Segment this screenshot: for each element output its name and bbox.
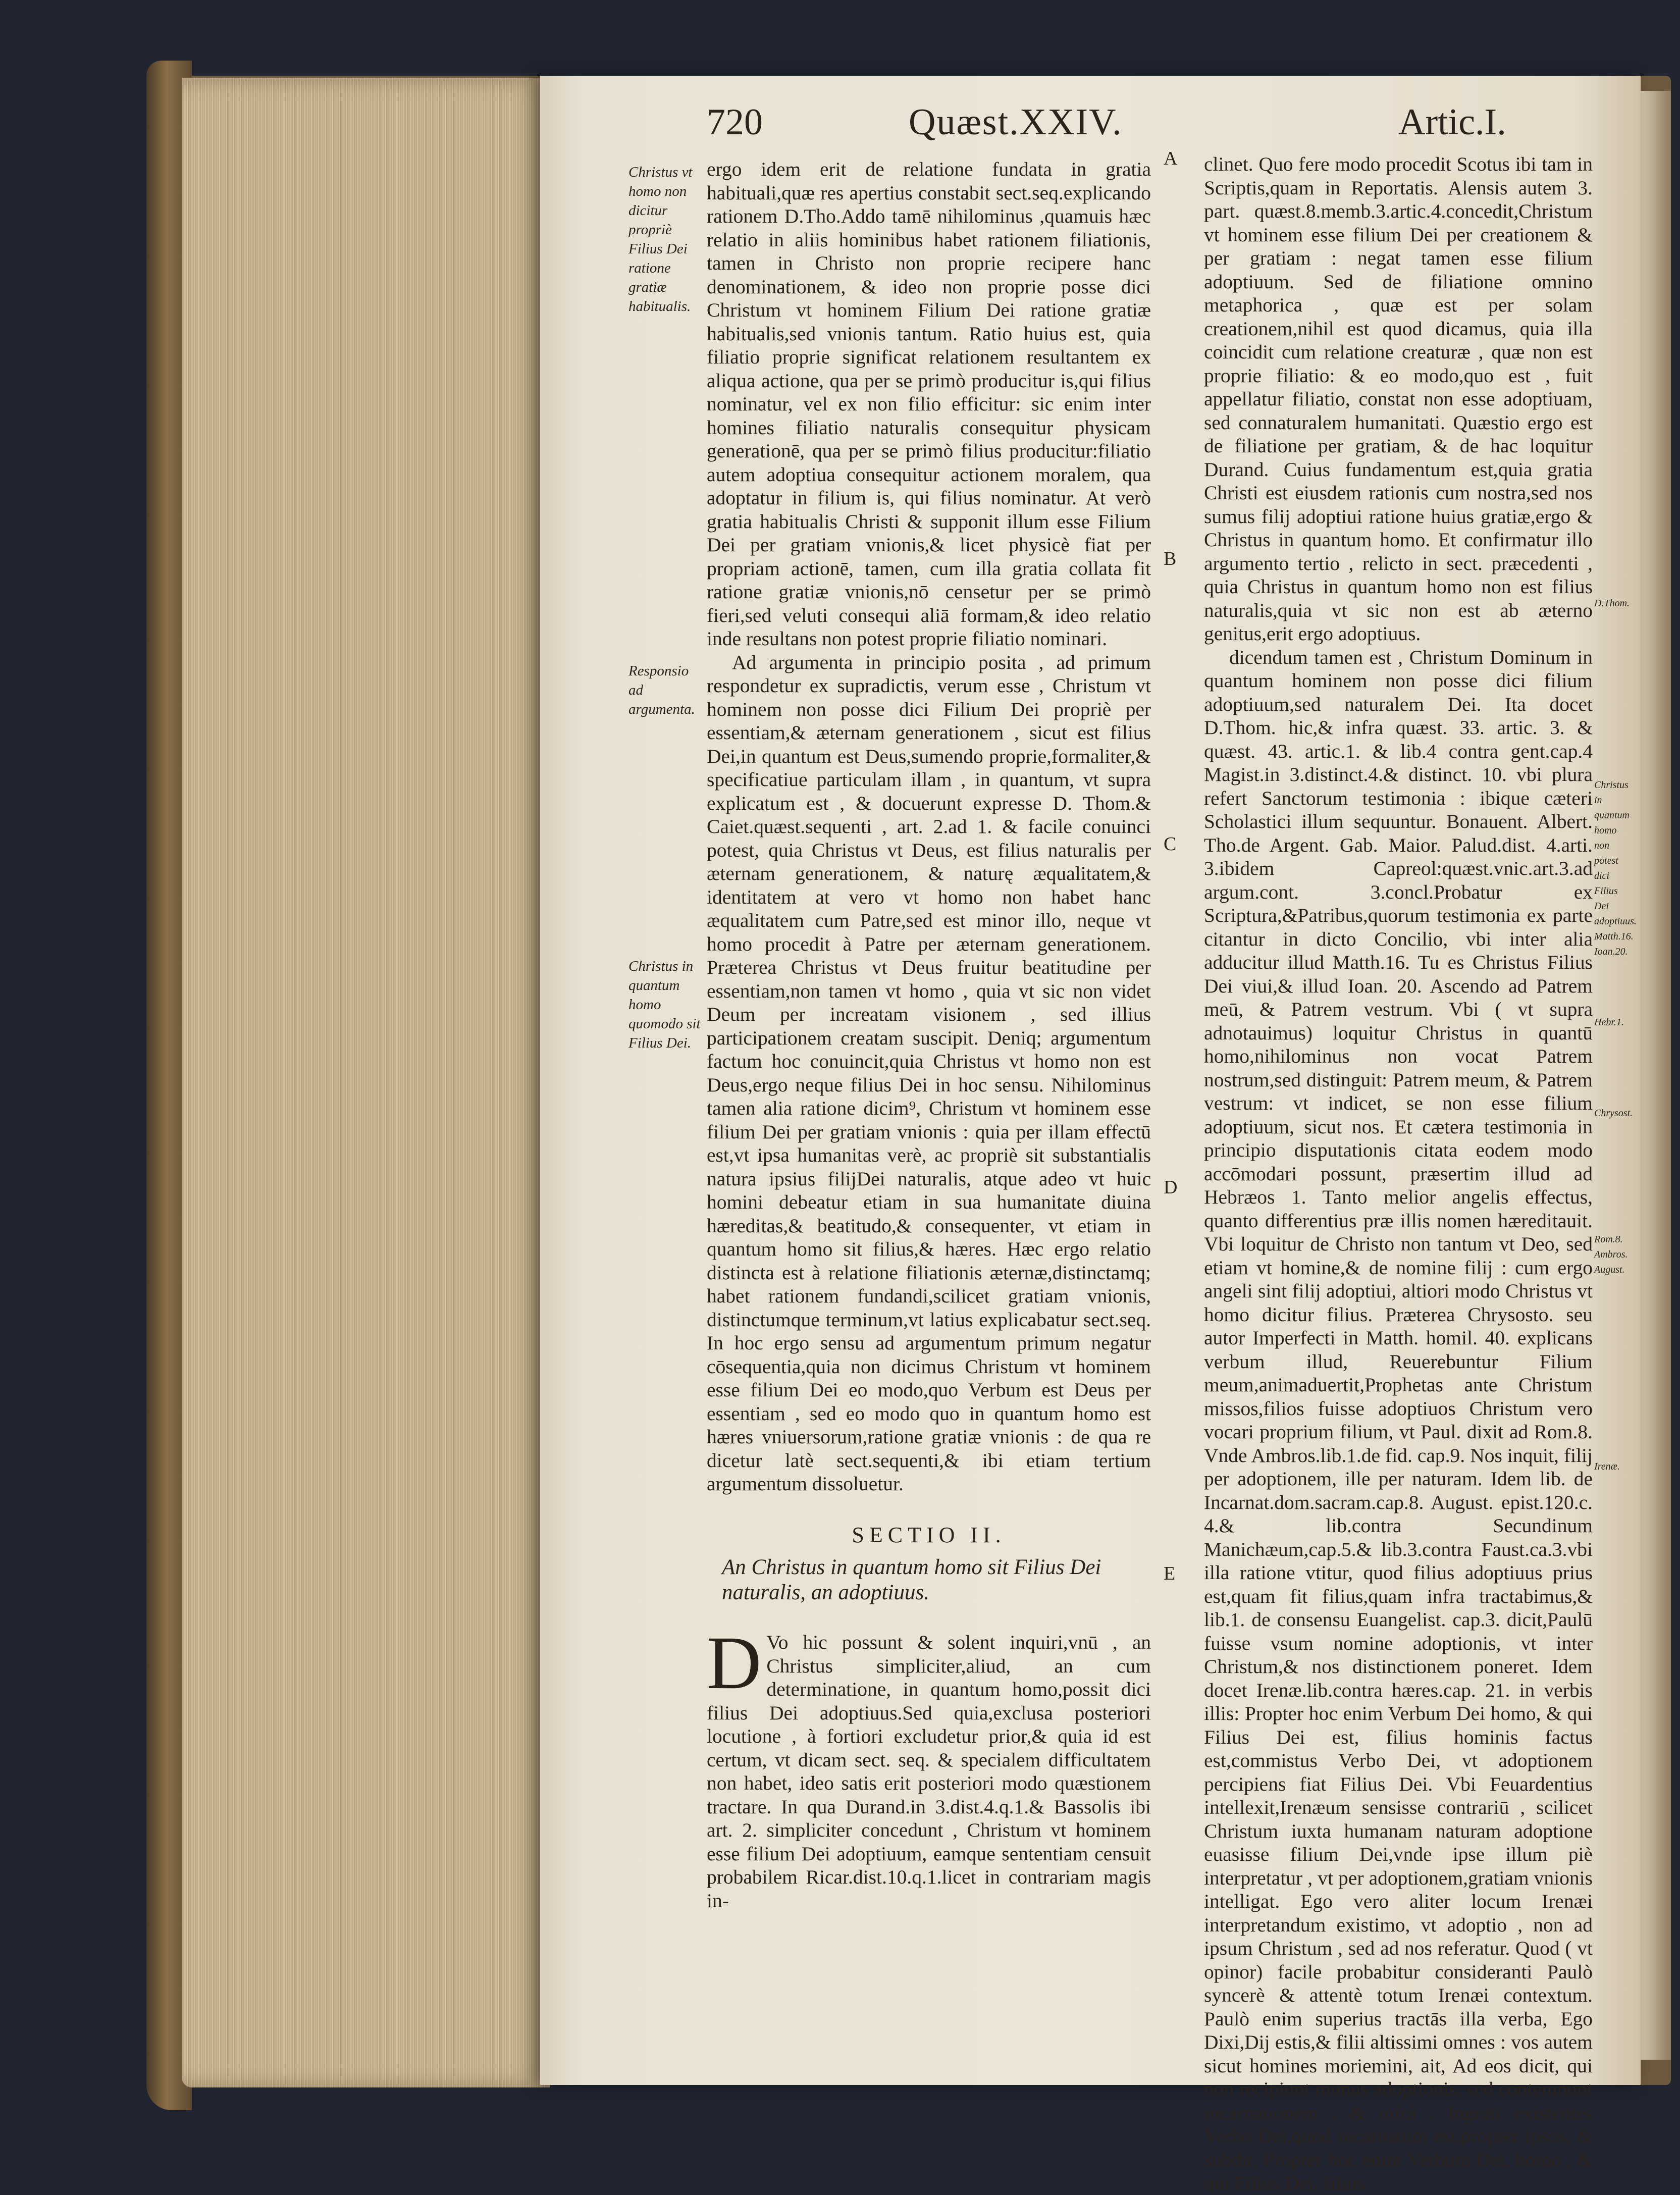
section-body xyxy=(707,1621,1151,1912)
paragraph: Vo hic possunt & solent inquiri,vnū , an Christus simpliciter,aliud, an cum determinatione, in quantum homo,possit dici filius Dei adoptiuus.Sed quia,exclusa posteriori locutione , à fortiori excludetur prior,& quia id est certum, vt dicam sect. seq. & specialem difficultatem non habet, ideo satis erit posteriori modo quæstionem tractare. In qua Durand.in 3.dist.4.q.1.& Bassolis ibi art. 2. simpliciter concedunt , Christum vt hominem esse filium Dei adoptiuum, eamque sententiam censuit probabilem Ricar.dist.10.q.1.licet in contrariam magis in- xyxy=(707,1631,1151,1912)
side-note-left: Christus in quantum homo quomodo sit Filius Dei. xyxy=(628,958,701,1051)
paragraph: clinet. Quo fere modo procedit Scotus ibi tam in Scriptis,quam in Reportatis. Alensis autem 3. part. quæst.8.memb.3.artic.4.concedit,Christum vt hominem esse filium Dei per creationem & per gratiam : negat tamen esse filium adoptiuum. Sed de filiatione omnino metaphorica , quæ est per solam creationem,nihil est quod dicamus, quia illa coincidit cum relatione creaturæ , quæ non est proprie filiatio: & eo modo,quo est , fuit appellatur filiatio, constat non esse adoptiuam, sed connaturalem humanitati. Quæstio ergo est de filiatione per gratiam, & de hac loquitur Durand. Cuius fundamentum est,quia gratia Christi est eiusdem rationis cum nostra,sed nos sumus filij adoptiui ratione huius gratiæ,ergo & Christus in quantum homo. Et confirmatur illo argumento tertio , relicto in sect. præcedenti , quia Christus in quantum homo non est filius naturalis,quia vt sic non est ab æterno genitus,erit ergo adoptiuus. xyxy=(1204,153,1593,645)
side-note-right: Christus in quantum homo non potest dici Filius Dei adoptiuus. Matth.16. Ioan.20. xyxy=(1594,779,1637,957)
side-note-right: Hebr.1. xyxy=(1594,1017,1624,1028)
margin-letter: E xyxy=(1164,1563,1176,1584)
drop-cap: D xyxy=(707,1621,762,1705)
left-column xyxy=(707,158,1151,1496)
side-note-right: D.Thom. xyxy=(1594,598,1630,609)
side-note-left: Christus vt homo non dicitur propriè Filius Dei ratione gratiæ habitualis. xyxy=(628,164,693,315)
paragraph: Ad argumenta in principio posita , ad primum respondetur ex supradictis, verum esse , Christum vt hominem non posse dici Filium Dei propriè per essentiam,& æternam generationem , sicut est filius Dei,in quantum est Deus,sumendo proprie,formaliter,& specificatiue particulam illam , in quantum, vt supra explicatum est , & docuerunt expresse D. Thom.& Caiet.quæst.sequenti , art. 2.ad 1. & facile conuinci potest, quia Christus vt Deus, est filius naturalis per æternam generationem, & naturę æqualitatem,& identitatem at vero vt homo non habet hanc æqualitatem cum Patre,sed est minor illo, neque vt homo procedit à Patre per æternam generationem. Præterea Christus vt Deus fruitur beatitudine per essentiam,non tamen vt homo , quia vt sic non videt Deum per increatam visionem , sed illius participationem creatam suscipit. Deniq; argumentum factum hoc conuincit,quia Christus vt homo non est Deus,ergo neque filius Dei in hoc sensu. Nihilominus tamen alia ratione dicim⁹, Christum vt hominem esse filium Dei per gratiam vnionis : quia per illam effectū est,vt ipsa humanitas verè, ac propriè sit substantialis natura ipsius filijDei naturalis, atque adeo vt huic homini debeatur etiam in sua humanitate diuina hæreditas,& beatitudo,& consequenter, vt etiam in quantum homo sit filius,& hæres. Hæc ergo relatio distincta est à relatione filiationis æternæ,distinctamq; habet rationem fundandi,scilicet gratiam vnionis, distinctumque terminum,vt latius explicabatur sect.seq. In hoc ergo sensu ad argumentum primum negatur cōsequentia,quia non dicimus Christum vt hominem esse filium Dei eo modo,quo Verbum est Deus per essentiam , sed eo modo quo in quantum homo est hæres vniuersorum,ratione gratiæ vnionis : de qua re dicetur latè sect.sequenti,& ibi etiam tertium argumentum dissoluetur. xyxy=(707,651,1151,1495)
section-title: SECTIO II. xyxy=(852,1523,1006,1547)
section-subtitle: An Christus in quantum homo sit Filius Dei naturalis, an adoptiuus. xyxy=(722,1555,1101,1604)
running-head-question: Quæst.XXIV. xyxy=(909,101,1123,143)
margin-letter: C xyxy=(1164,833,1177,855)
paragraph: ergo idem erit de relatione fundata in gratia habituali,quæ res apertius constabit sect.seq.explicando rationem D.Tho.Addo tamē nihilominus ,quamuis hæc relatio in aliis hominibus habet rationem filiationis, tamen in Christo non proprie recipere hanc denominationem, & ideo non proprie posse dici Christum vt hominem Filium Dei ratione gratiæ habitualis,sed vnionis tantum. Ratio huius est, quia filiatio proprie significat relationem resultantem ex aliqua actione, qua per se primò producitur is,qui filius nominatur, vel ex non filio efficitur: sic enim inter homines filiatio naturalis consequitur physicam generationē, qua per se primò filius producitur:filiatio autem adoptiua consequitur actionem moralem, qua adoptatur in filium is, qui filius nominatur. At verò gratia habitualis Christi & supponit illum esse Filium Dei per gratiam vnionis,& licet physicè fiat per propriam actionē, tamen, cum illa gratia collata fit ratione gratiæ vnionis,nō censetur per se primò fieri,sed veluti consequi aliā formam,& ideo relatio inde resultans non potest proprie filiatio nominari. xyxy=(707,158,1151,650)
page-edges xyxy=(182,78,550,2087)
margin-letter: D xyxy=(1164,1177,1178,1198)
side-note-right: Chrysost. xyxy=(1594,1108,1633,1119)
running-head-article: Artic.I. xyxy=(1398,101,1506,143)
page-number: 720 xyxy=(707,101,763,143)
paragraph: dicendum tamen est , Christum Dominum in quantum hominem non posse dici filium adoptiuum,sed naturalem Dei. Ita docet D.Thom. hic,& infra quæst. 33. artic. 3. & quæst. 43. artic.1. & lib.4 contra gent.cap.4 Magist.in 3.distinct.4.& distinct. 10. vbi plura refert Sanctorum testimonia : ibique cæteri Scholastici illum sequuntur. Bonauent. Albert. Tho.de Argent. Gab. Maior. Palud.dist. 4.arti. 3.ibidem Capreol:quæst.vnic.art.3.ad argum.cont. 3.concl.Probatur ex Scriptura,&Patribus,quorum testimonia ex parte citantur in dicto Concilio, vbi inter alia adducitur illud Matth.16. Tu es Christus Filius Dei viui,& illud Ioan. 20. Ascendo ad Patrem meū, & Patrem vestrum. Vbi ( vt supra adnotauimus) loquitur Christus in quantū homo,nihilominus non vocat Patrem nostrum,sed distinguit: Patrem meum, & Patrem vestrum: vt indicet, se non esse filium adoptiuum, sicut nos. Et cætera testimonia in principio disputationis citata eodem modo accōmodari possunt, præsertim illud ad Hebræos 1. Tanto melior angelis effectus, quanto differentius præ illis nomen hæreditauit. Vbi loquitur de Christo non tantum vt Deo, sed etiam vt homine,& de nomine filij : cum ergo angeli sint filij adoptiui, altiori modo Christus vt homo dicitur filius. Præterea Chrysosto. seu autor Imperfecti in Matth. homil. 40. explicans verbum illud, Reuerebuntur Filium meum,animaduertit,Prophetas ante Christum missos,filios fuisse adoptiuos Christum vero vocari proprium filium, vt Paul. dixit ad Rom.8. Vnde Ambros.lib.1.de fid. cap.9. Nos inquit, filij per adoptionem, ille per naturam. Idem lib. de Incarnat.dom.sacram.cap.8. August. epist.120.c. 4.& lib.contra Secundinum Manichæum,cap.5.& lib.3.contra Faust.ca.3.vbi illa ratione vtitur, quod filius adoptiuus prius est,quam fit filius,quam infra tractabimus,& lib.1. de consensu Euangelist. cap.3. dicit,Paulū fuisse vsum nomine adoptionis, vt inter Christum,& nos distinctionem poneret. Idem docet Irenæ.lib.contra hæres.cap. 21. in verbis illis: Propter hoc enim Verbum Dei homo, & qui Filius Dei est, filius hominis factus est,commistus Verbo Dei, vt adoptionem percipiens fiat Filius Dei. Vbi Feuardentius intellexit,Irenæum sensisse contrariū , scilicet Christum iuxta humanam naturam adoptione euasisse filium Dei,vnde ipse illum piè interpretatur , vt per adoptionem,gratiam vnionis intelligat. Ego vero aliter locum Irenæi interpretandum existimo, vt adoptio , non ad ipsum Christum , sed ad nos referatur. Quod ( vt opinor) facile probabitur consideranti Paulò syncerè & attentè totum Irenæi contextum. Paulò enim superius tractās illa verba, Ego Dixi,Dij estis,& filii altissimi omnes : vos autem sicut homines moriemini, ait, Ad eos dicit, qui non recipiunt munus adoptionis, sed contemnunt incarnationem , & infrà , Ingrati existentes Verbo Dei,quod incarnatum est,propter ipsos, & subdit, Propter hoc enim Verbum Dei, homo , & qui Filius Dei, filius xyxy=(1204,646,1593,2194)
side-note-right: Irenæ. xyxy=(1594,1461,1620,1472)
side-note-right: Rom.8. Ambros. August. xyxy=(1594,1234,1628,1275)
margin-letter: A xyxy=(1164,148,1178,169)
right-column xyxy=(1204,152,1593,2195)
margin-letter: B xyxy=(1164,548,1177,569)
side-note-left: Responsio ad argumenta. xyxy=(628,663,695,717)
